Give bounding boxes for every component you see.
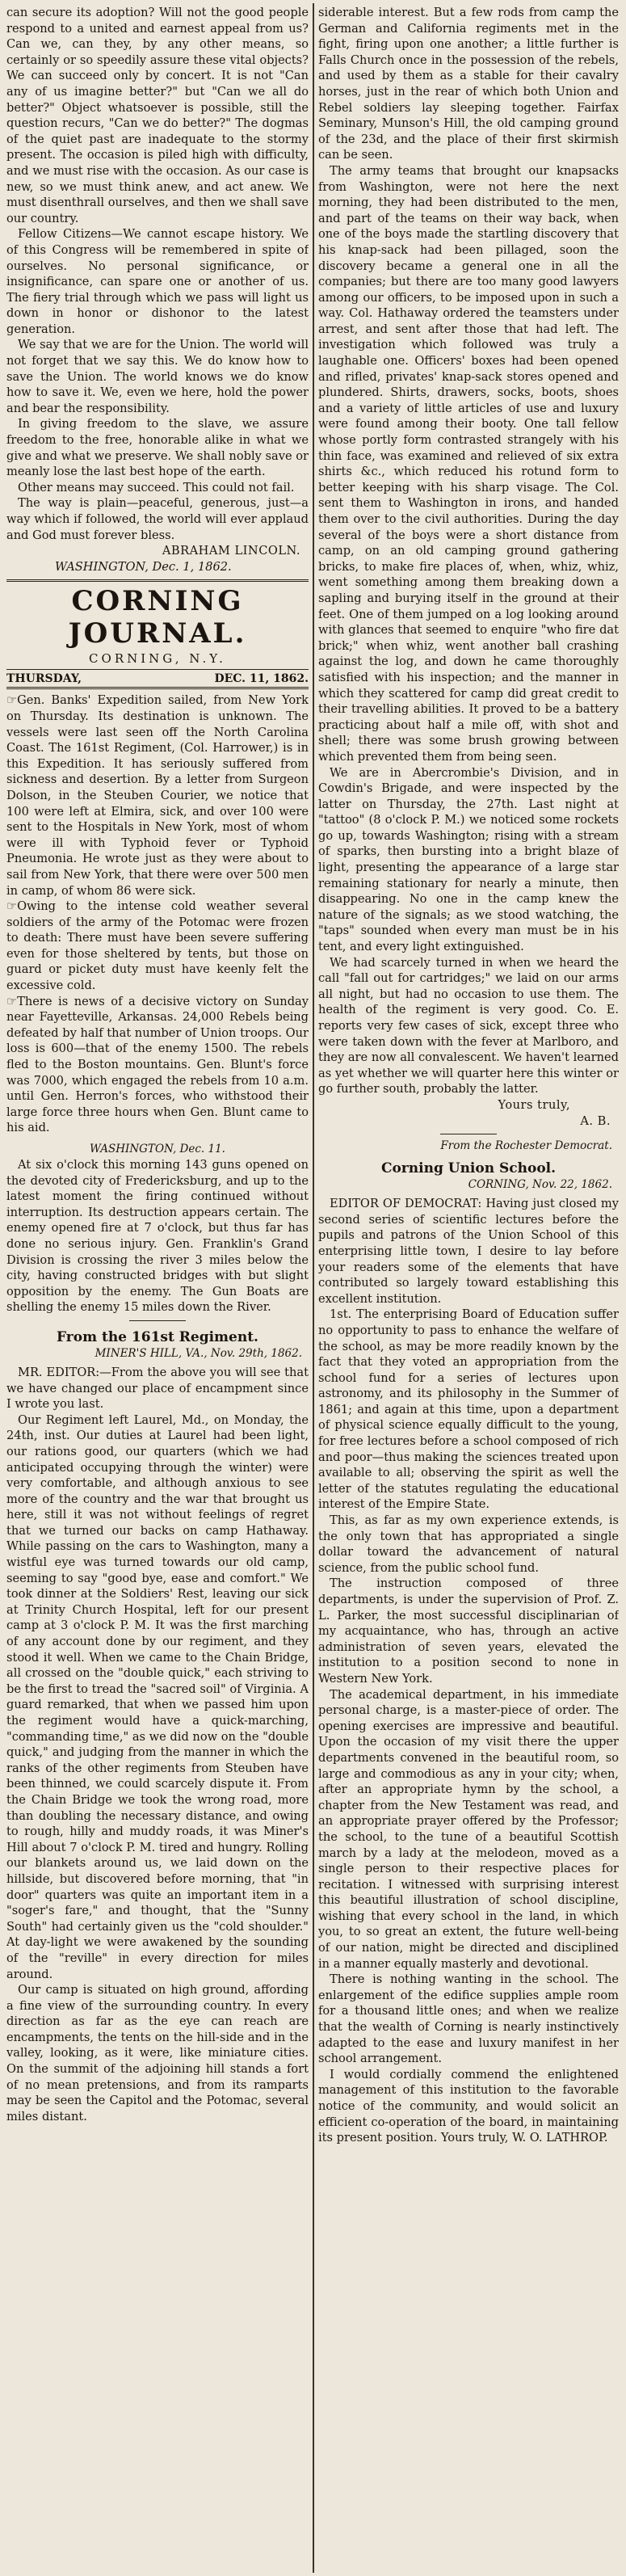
news-banks-expedition: ☞ Gen. Banks' Expedition sailed, from New York on Thursday. Its destination is unknown. The vessels were last seen off the North Carolina Coast. The 161st Regiment, (Col. Harrower,) is in this Expedition. It has seriously suffered from sickness and desertion. By a letter from Surgeon Dolson, in the Steuben Courier, we notice that 100 were left at Elmira, sick, and over 100 were sent to the Hospitals in New York, most of whom were ill with Typhoid fever or Typhoid Pneumonia. He wrote just as they were about to sail from New York, that there were over 500 men in camp, of whom 86 were sick. [6, 692, 309, 899]
divider [129, 1320, 186, 1321]
paper-title: CORNING JOURNAL. [68, 585, 247, 650]
paragraph: The army teams that brought our knapsacks from Washington, were not here the next morning, they had been distributed to the men, and part of the teams on their way back, when one of the boys made the startling discovery that his knap-sack had been pillaged, soon the discovery became a general one in all the companies; but there are too many good lawyers among our officers, to be imposed upon in such a way. Col. Hathaway ordered the teamsters under arrest, and sent after those that had left. The investigation which followed was truly a laughable one. Officers' boxes had been opened and rifled, privates' knap-sack stores opened and plundered. Shirts, drawers, socks, boots, shoes and a variety of little articles of use and luxury were found among their booty. One tall fellow whose portly form contrasted strangely with his thin face, was examined and relieved of six extra shirts &c., which reduced his rotund form to better keeping with his sharp visage. The Col. sent them to Washington in irons, and handed them over to the civil authorities. During the day several of the boys were a short distance from camp, on an old camping ground gathering bricks, to make fire places of, when, whiz, whiz, went something among them breaking down a sapling and burying itself in the ground at their feet. One of them jumped on a log looking around with glances that seemed to enquire "who fire dat brick;" when whiz, went another ball crashing against the log, and down he came thoroughly satisfied with his inspection; and the manner in which they scattered for camp did great credit to their travelling abilities. It proved to be a battery practicing about half a mile off, with shot and shell; there was some brush growing between which prevented them from being seen. [318, 163, 619, 764]
letter-heading: From the 161st Regiment. [57, 1328, 258, 1345]
issue-date: DEC. 11, 1862. [214, 672, 309, 686]
source-credit: From the Rochester Democrat. [440, 1139, 612, 1153]
closing: Yours truly, [498, 1097, 570, 1112]
paragraph: can secure its adoption? Will not the good people respond to a united and earnest appeal from us? Can we, can they, by any other means, so certainly or so speedily assure these vital objects? We can succeed only by concert. It is not "Can any of us imagine better?" but "Can we all do better?" Object whatsoever is possible, still the question recurs, "Can we do better?" The dogmas of the quiet past are inadequate to the stormy present. The occasion is piled high with difficulty, and we must rise with the occasion. As our case is new, so we must think anew, and act anew. We must disenthrall ourselves, and then we shall save our country. [6, 6, 309, 225]
masthead [6, 579, 309, 689]
washington-dateline: WASHINGTON, Dec. 11. [90, 1143, 225, 1155]
right-column [318, 5, 619, 2571]
news-fayetteville-victory: ☞ There is news of a decisive victory on Sunday near Fayetteville, Arkansas. 24,000 Rebels being defeated by half that number of Union troops. Our loss is 600—that of the enemy 1500. The rebels fled to the Boston mountains. Gen. Blunt's force was 7000, which engaged the rebels from 10 a.m. until Gen. Herron's forces, who withstood their large force three hours when Gen. Blunt came to his aid. [6, 994, 309, 1136]
paragraph: We had scarcely turned in when we heard the call "fall out for cartridges;" we laid on our arms all night, but had no occasion to use them. The health of the regiment is very good. Co. E. reports very few cases of sick, except three who were taken down with the fever at Marlboro, and they are now all convalescent. We haven't learned as yet whether we will quarter here this winter or go further south, probably the latter. [318, 955, 619, 1096]
paragraph: The way is plain—peaceful, generous, just—a way which if followed, the world will ever applaud and God must forever bless. [6, 496, 309, 542]
paragraph: Our Regiment left Laurel, Md., on Monday, the 24th, inst. Our duties at Laurel had been light, our rations good, our quarters (which we had anticipated occupying through the winter) were very comfortable, and although anxious to see more of the country and the war that brought us here, still it was not without feelings of regret that we turned our backs on camp Hathaway. While passing on the cars to Washington, many a wistful eye was turned towards our old camp, seeming to say "good bye, ease and comfort." We took dinner at the Soldiers' Rest, leaving our sick at Trinity Church Hospital, left for our present camp at 3 o'clock P. M. It was the first marching of any account done by our regiment, and they stood it well. When we came to the Chain Bridge, all crossed on the "double quick," each striving to be the first to tread the "sacred soil" of Virginia. A guard remarked, that when we passed him upon the regiment would have a quick-marching, "commanding time," as we did now on the "double quick," and judging from the manner in which the ranks of the other regiments from Steuben have been thinned, we could scarcely dispute it. From the Chain Bridge we took the wrong road, more than doubling the necessary distance, and owing to rough, hilly and muddy roads, it was Miner's Hill about 7 o'clock P. M. tired and hungry. Rolling our blankets around us, we laid down on the hillside, but discovered before morning, that "in door" quarters was quite an important item in a "soger's fare," and thought, that the "Sunny South" had certainly given us the "cold shoulder." At day-light we were awakened by the sounding of the "reville" in every direction for miles around. [6, 1412, 309, 1981]
paragraph: siderable interest. But a few rods from camp the German and California regiments met in the fight, firing upon one another; a little further is Falls Church once in the possession of the rebels, and used by them as a stable for their cavalry horses, just in the rear of which both Union and Rebel soldiers lay sleeping together. Fairfax Seminary, Munson's Hill, the old camping ground of the 23d, and the place of their first skirmish can be seen. [318, 6, 619, 162]
paragraph: In giving freedom to the slave, we assure freedom to the free, honorable alike in what we give and what we preserve. We shall nobly save or meanly lose the last best hope of the earth. [6, 417, 309, 479]
paragraph: We say that we are for the Union. The world will not forget that we say this. We do know how to save the Union. The world knows we do know how to save it. We, even we here, hold the power and bear the responsibility. [6, 338, 309, 415]
paragraph: The academical department, in his immediate personal charge, is a master-piece of order. The opening exercises are impressive and beautiful. Upon the occasion of my visit there the upper departments convened in the beautiful room, so large and commodious as any in your city; when, after an appropriate hymn by the school, a chapter from the New Testament was read, and an appropriate prayer offered by the Professor; the school, to the tune of a beautiful Scottish march by a lady at the melodeon, moved as a single person to their respective places for recitation. I witnessed with surprising interest this beautiful illustration of school discipline, wishing that every school in the land, in which you, to so great an extent, the future well-being of our nation, might be directed and disciplined in a manner equally masterly and devotional. [318, 1687, 619, 1971]
paragraph: EDITOR OF DEMOCRAT: Having just closed my second series of scientific lectures before the pupils and patrons of the Union School of this enterprising little town, I desire to lay before your readers some of the elements that have contributed so largely toward establishing this excellent institution. [318, 1197, 619, 1306]
column-divider [313, 3, 314, 2573]
paragraph: Fellow Citizens—We cannot escape history. We of this Congress will be remembered in spite of ourselves. No personal significance, or insignificance, can spare one or another of us. The fiery trial through which we pass will light us down in honor or dishonor to the latest generation. [6, 227, 309, 336]
school-dateline: CORNING, Nov. 22, 1862. [468, 1178, 612, 1192]
paragraph: There is nothing wanting in the school. The enlargement of the edifice supplies ample room for a thousand little ones; and when we realize that the wealth of Corning is nearly instinctively adapted to the ease and luxury manifest in her school arrangement. [318, 1972, 619, 2066]
signature: ABRAHAM LINCOLN. [162, 544, 300, 558]
letter-dateline: MINER'S HILL, VA., Nov. 29th, 1862. [95, 1346, 302, 1360]
issue-date-line [6, 669, 309, 685]
paragraph: We are in Abercrombie's Division, and in Cowdin's Brigade, and were inspected by the latter on Thursday, the 27th. Last night at "tattoo" (8 o'clock P. M.) we noticed some rockets go up, towards Washington; rising with a stream of sparks, then bursting into a bright blaze of light, presenting the appearance of a large star remaining stationary for nearly a minute, then disappearing. No one in the camp knew the nature of the signals; as we stood watching, the "taps" sounded when every man must be in his tent, and every light extinguished. [318, 765, 619, 954]
news-frozen-soldiers: ☞ Owing to the intense cold weather several soldiers of the army of the Potomac were frozen to death: There must have been severe suffering even for those sheltered by tents, but those on guard or picket duty must have keenly felt the excessive cold. [6, 899, 309, 994]
paragraph: This, as far as my own experience extends, is the only town that has appropriated a single dollar toward the advancement of natural science, from the public school fund. [318, 1513, 619, 1575]
paragraph: Our camp is situated on high ground, affording a fine view of the surrounding country. In every direction as far as the eye can reach are encampments, the tents on the hill-side and in the valley, looking, as it were, like miniature cities. On the summit of the adjoining hill stands a fort of no mean pretensions, and from its ramparts may be seen the Capitol and the Potomac, several miles distant. [6, 1983, 309, 2124]
lincoln-message-end [6, 5, 309, 575]
issue-day: THURSDAY, [6, 672, 82, 686]
signature-place: WASHINGTON, Dec. 1, 1862. [55, 559, 232, 574]
initials: A. B. [580, 1113, 611, 1128]
school-heading: Corning Union School. [380, 1160, 557, 1177]
paragraph: Other means may succeed. This could not fail. [18, 480, 295, 495]
paragraph: 1st. The enterprising Board of Education suffer no opportunity to pass to enhance the welfare of the school, as may be more readily known by the fact that they voted an appropriation from the school fund for a series of lectures upon astronomy, and its philosophy in the Summer of 1861; and again at this time, upon a department of physical science equally difficult to the young, for free lectures before a school composed of rich and poor—thus making the sciences treated upon available to all; observing the spirit as well the letter of the statutes regulating the educational interest of the Empire State. [318, 1307, 619, 1512]
paragraph: I would cordially commend the enlightened management of this institution to the favorable notice of the community, and would solicit an efficient co-operation of the board, in maintaining its present position. Yours truly, W. O. LATHROP. [318, 2067, 619, 2145]
left-column [6, 5, 309, 2571]
news-fredericksburg: At six o'clock this morning 143 guns opened on the devoted city of Fredericksburg, and up to the latest moment the firing continued without interruption. Its destruction appears certain. The enemy opened fire at 7 o'clock, but thus far has done no serious injury. Gen. Franklin's Grand Division is crossing the river 3 miles below the city, having constructed bridges with but slight opposition by the enemy. The Gun Boats are shelling the enemy 15 miles down the River. [6, 1158, 309, 1315]
paragraph: The instruction composed of three departments, is under the supervision of Prof. Z. L. Parker, the most successful disciplinarian of my acquaintance, who has, through an active administration of seven years, elevated the institution to a position second to none in Western New York. [318, 1576, 619, 1686]
paper-place: CORNING, N.Y. [89, 651, 226, 667]
paragraph: MR. EDITOR:—From the above you will see that we have changed our place of encampment since I wrote you last. [6, 1365, 309, 1412]
